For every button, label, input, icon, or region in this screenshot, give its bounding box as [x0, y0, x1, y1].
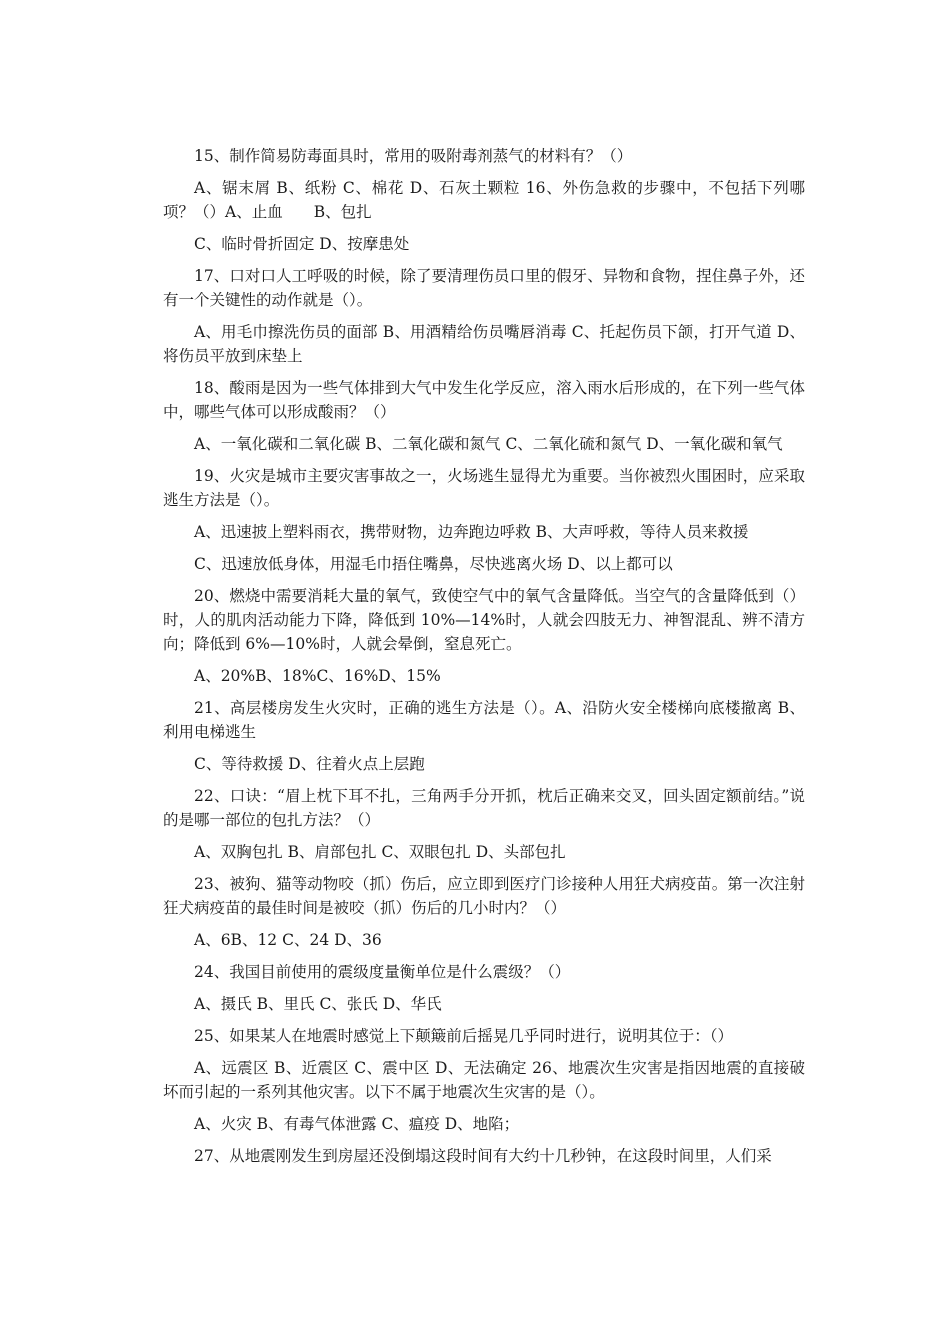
question-25-options: A、远震区 B、近震区 C、震中区 D、无法确定 26、地震次生灾害是指因地震的直接破坏而引起的一系列其他灾害。以下不属于地震次生灾害的是（）。	[163, 1059, 805, 1101]
question-19: 19、火灾是城市主要灾害事故之一，火场逃生显得尤为重要。当你被烈火围困时，应采取逃生方法是（）。	[163, 467, 805, 509]
question-23: 23、被狗、猫等动物咬（抓）伤后，应立即到医疗门诊接种人用狂犬病疫苗。第一次注射狂犬病疫苗的最佳时间是被咬（抓）伤后的几小时内？（）	[163, 875, 805, 917]
question-22: 22、口诀：“眉上枕下耳不扎，三角两手分开抓，枕后正确来交叉，回头固定额前结。”说的是哪一部位的包扎方法？（）	[163, 787, 805, 829]
question-17-options: A、用毛巾擦洗伤员的面部 B、用酒精给伤员嘴唇消毒 C、托起伤员下颌，打开气道 D、将伤员平放到床垫上	[163, 323, 805, 365]
question-26-options: A、火灾 B、有毒气体泄露 C、瘟疫 D、地陷；	[194, 1115, 520, 1133]
question-25: 25、如果某人在地震时感觉上下颠簸前后摇晃几乎同时进行，说明其位于：（）	[194, 1027, 733, 1045]
question-18: 18、酸雨是因为一些气体排到大气中发生化学反应，溶入雨水后形成的，在下列一些气体中，哪些气体可以形成酸雨？（）	[163, 379, 805, 421]
question-24: 24、我国目前使用的震级度量衡单位是什么震级？（）	[194, 963, 571, 981]
question-16-options: C、临时骨折固定 D、按摩患处	[194, 235, 410, 253]
document-page	[163, 144, 805, 1168]
question-20-options: A、20%B、18%C、16%D、15%	[194, 667, 441, 685]
question-19-options-b: C、迅速放低身体，用湿毛巾捂住嘴鼻，尽快逃离火场 D、以上都可以	[194, 555, 673, 573]
question-21-options: C、等待救援 D、往着火点上层跑	[194, 755, 425, 773]
question-18-options: A、一氧化碳和二氧化碳 B、二氧化碳和氮气 C、二氧化硫和氮气 D、一氧化碳和氧气	[194, 435, 783, 453]
question-22-options: A、双胸包扎 B、肩部包扎 C、双眼包扎 D、头部包扎	[194, 843, 566, 861]
question-15: 15、制作简易防毒面具时，常用的吸附毒剂蒸气的材料有？（）	[194, 147, 633, 165]
question-21: 21、高层楼房发生火灾时，正确的逃生方法是（）。A、沿防火安全楼梯向底楼撤离 B、利用电梯逃生	[163, 699, 805, 741]
question-24-options: A、摄氏 B、里氏 C、张氏 D、华氏	[194, 995, 442, 1013]
question-23-options: A、6B、12 C、24 D、36	[194, 931, 382, 949]
question-19-options-a: A、迅速披上塑料雨衣，携带财物，边奔跑边呼救 B、大声呼救，等待人员来救援	[194, 523, 749, 541]
question-27: 27、从地震刚发生到房屋还没倒塌这段时间有大约十几秒钟，在这段时间里，人们采	[194, 1147, 772, 1165]
question-15-options: A、锯末屑 B、纸粉 C、棉花 D、石灰土颗粒 16、外伤急救的步骤中，不包括下列哪项？（）A、止血 B、包扎	[163, 179, 805, 221]
question-17: 17、口对口人工呼吸的时候，除了要清理伤员口里的假牙、异物和食物，捏住鼻子外，还有一个关键性的动作就是（）。	[163, 267, 805, 309]
question-20: 20、燃烧中需要消耗大量的氧气，致使空气中的氧气含量降低。当空气的含量降低到（）时，人的肌肉活动能力下降，降低到 10%—14%时，人就会四肢无力、神智混乱、辨不清方向；降低到 6%—10%时，人就会晕倒，窒息死亡。	[163, 587, 805, 653]
